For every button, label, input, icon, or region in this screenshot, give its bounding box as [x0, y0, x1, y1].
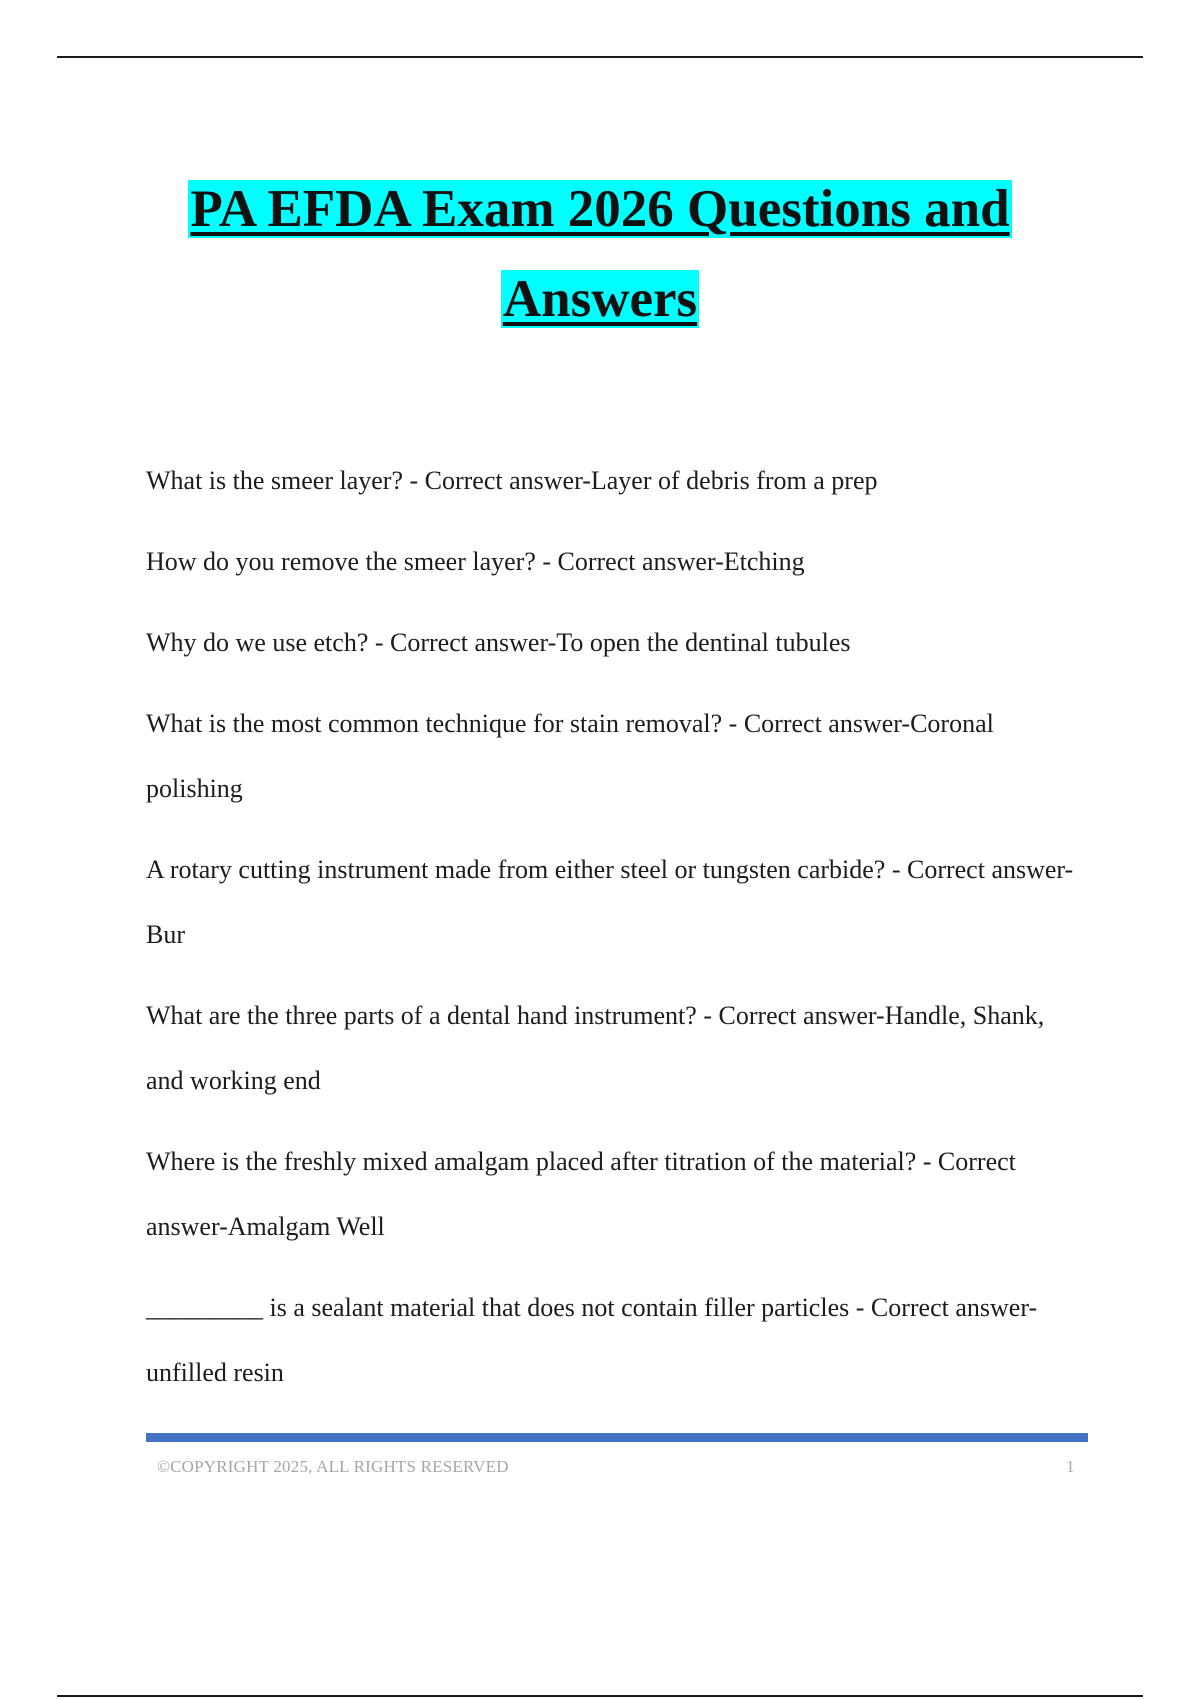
- qa-item: What is the most common technique for stain removal? - Correct answer-Coronal polishing: [146, 709, 994, 803]
- qa-item: What is the smeer layer? - Correct answer-Layer of debris from a prep: [146, 466, 878, 495]
- qa-item: A rotary cutting instrument made from either steel or tungsten carbide? - Correct answer-Bur: [146, 855, 1074, 949]
- bottom-rule: [57, 1695, 1143, 1697]
- document-title: [0, 176, 1200, 332]
- qa-item: Where is the freshly mixed amalgam placed after titration of the material? - Correct answer-Amalgam Well: [146, 1147, 1016, 1241]
- title-text-1: PA EFDA Exam 2026 Questions and: [190, 180, 1010, 238]
- page-number: 1: [1066, 1457, 1075, 1476]
- footer-bar: [146, 1433, 1088, 1442]
- qa-item: What are the three parts of a dental hand instrument? - Correct answer-Handle, Shank, and working end: [146, 1001, 1045, 1095]
- title-text-2: Answers: [502, 270, 698, 328]
- top-rule: [57, 56, 1143, 58]
- footer-copyright: ©COPYRIGHT 2025, ALL RIGHTS RESERVED: [157, 1457, 509, 1476]
- qa-item: Why do we use etch? - Correct answer-To open the dentinal tubules: [146, 628, 851, 657]
- title-line-1: [0, 176, 1200, 242]
- qa-list: [146, 448, 1076, 1421]
- qa-item: How do you remove the smeer layer? - Correct answer-Etching: [146, 547, 805, 576]
- title-line-2: [0, 266, 1200, 332]
- qa-item: _________ is a sealant material that does not contain filler particles - Correct answer-unfilled resin: [146, 1293, 1038, 1387]
